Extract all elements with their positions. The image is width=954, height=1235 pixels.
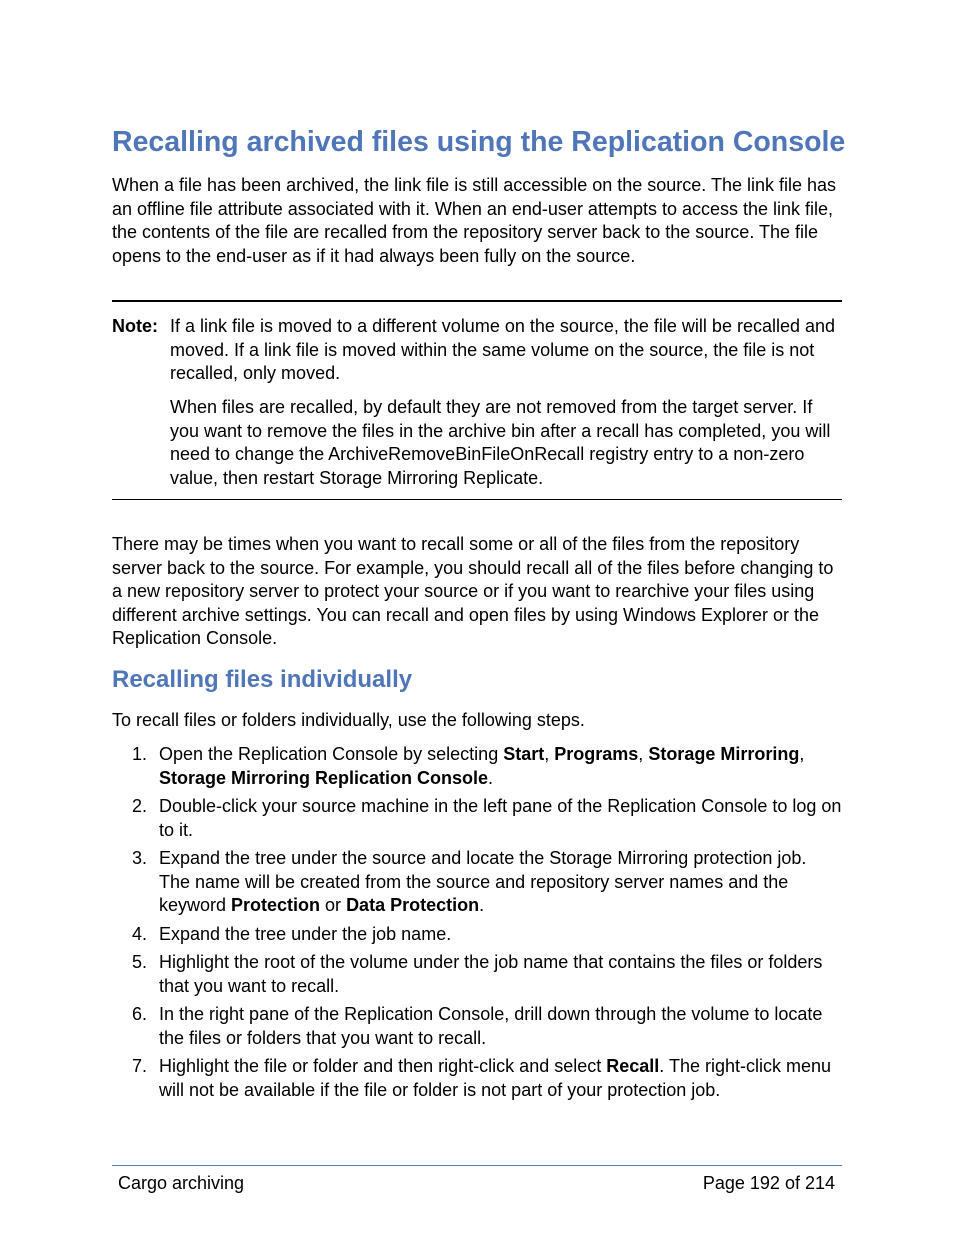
step-number: 5. xyxy=(132,952,148,972)
step-number: 1. xyxy=(132,744,148,764)
note-paragraph-1: If a link file is moved to a different volume on the source, the file will be recalled and moved. If a link file is moved within the same volume on the source, the file is not recalled, only moved. xyxy=(170,316,836,383)
note-box xyxy=(112,300,842,500)
footer-page-number: Page 192 of 214 xyxy=(702,1173,835,1193)
step-text: Highlight the file or folder and then right-click and select Recall. The right-click menu will not be available if the file or folder is not part of your protection job. xyxy=(159,1056,832,1100)
page-title: Recalling archived files using the Replication Console xyxy=(112,126,846,158)
body-paragraph: There may be times when you want to recall some or all of the files from the repository server back to the source. For example, you should recall all of the files before changing to a new repository server to protect your source or if you want to rearchive your files using different archive settings. You can recall and open files by using Windows Explorer or the Replication Console. xyxy=(112,534,834,648)
steps-intro: To recall files or folders individually, use the following steps. xyxy=(112,710,585,730)
section-heading: Recalling files individually xyxy=(112,666,413,693)
list-item xyxy=(112,1055,842,1102)
note-label: Note: xyxy=(112,316,158,336)
list-item xyxy=(112,923,842,947)
step-text: In the right pane of the Replication Console, drill down through the volume to locate the files or folders that you want to recall. xyxy=(159,1004,823,1048)
step-text: Highlight the root of the volume under the job name that contains the files or folders that you want to recall. xyxy=(159,952,833,996)
step-text: Expand the tree under the job name. xyxy=(159,923,452,944)
page-footer xyxy=(112,1165,842,1206)
steps-list xyxy=(112,743,842,1102)
step-text: Double-click your source machine in the left pane of the Replication Console to log on to it. xyxy=(159,796,842,840)
step-number: 6. xyxy=(132,1004,148,1024)
list-item xyxy=(112,795,842,842)
step-number: 2. xyxy=(132,796,148,816)
step-number: 3. xyxy=(132,848,148,868)
step-text: Open the Replication Console by selecting Start, Programs, Storage Mirroring, Storage Mirroring Replication Console. xyxy=(159,744,805,788)
step-number: 4. xyxy=(132,923,148,944)
footer-section-name: Cargo archiving xyxy=(118,1173,245,1193)
list-item xyxy=(112,1003,842,1050)
list-item xyxy=(112,951,842,998)
list-item xyxy=(112,847,842,918)
intro-paragraph: When a file has been archived, the link file is still accessible on the source. The link file has an offline file attribute associated with it. When an end-user attempts to access the link file, the contents of the file are recalled from the repository server back to the source. The file opens to the end-user as if it had always been fully on the source. xyxy=(112,175,837,266)
step-text: Expand the tree under the source and locate the Storage Mirroring protection job. The name will be created from the source and repository server names and the keyword Protection or Data Protection. xyxy=(159,848,807,915)
step-number: 7. xyxy=(132,1056,148,1076)
list-item xyxy=(112,743,842,790)
note-paragraph-2: When files are recalled, by default they are not removed from the target server. If you want to remove the files in the archive bin after a recall has completed, you will need to change the ArchiveRemoveBinFileOnRecall registry entry to a non-zero value, then restart Storage Mirroring Replicate. xyxy=(170,397,831,488)
